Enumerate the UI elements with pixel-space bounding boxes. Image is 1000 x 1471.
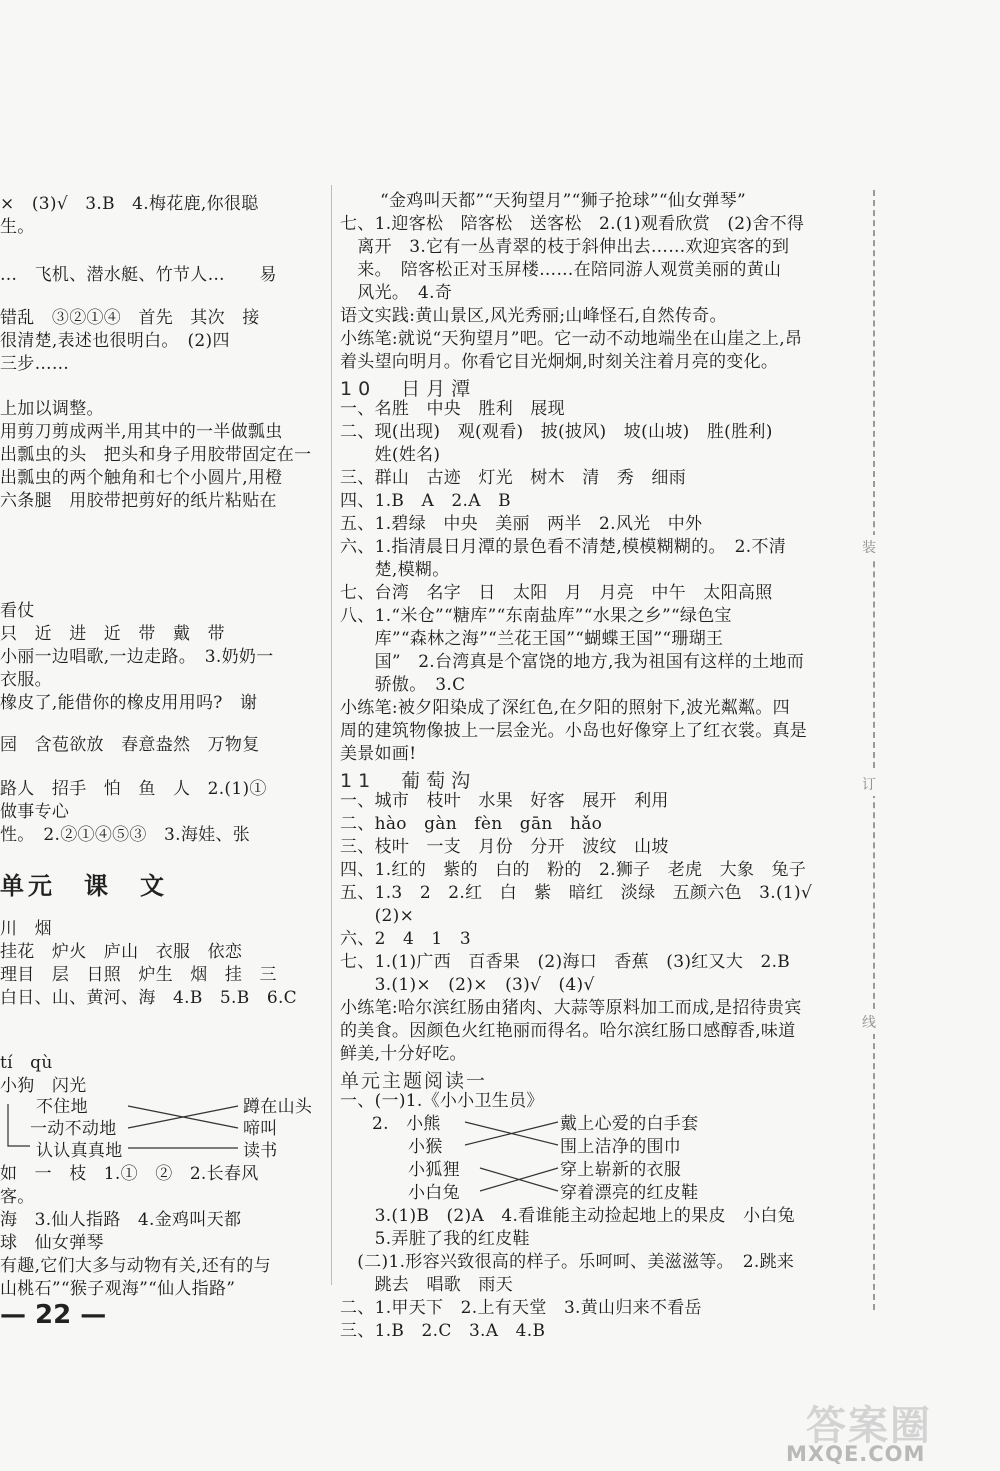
match-right-item: 啼叫 [243, 1119, 278, 1139]
text-line: 离开 3.它有一丛青翠的枝于斜伸出去……欢迎宾客的到 [340, 237, 790, 257]
text-line: 库”“森林之海”“兰花王国”“蝴蝶王国”“珊瑚王 [340, 629, 724, 649]
text-line: 周的建筑物像披上一层金光。小岛也好像穿上了红衣裳。真是 [340, 721, 808, 741]
text-line: 小丽一边唱歌,一边走路。 3.奶奶一 [0, 647, 274, 667]
text-line: 理目 层 日照 炉生 烟 挂 三 [0, 965, 277, 985]
text-line: 六条腿 用胶带把剪好的纸片粘贴在 [0, 491, 277, 511]
match-right-item: 穿上崭新的衣服 [560, 1160, 682, 1180]
text-line: 一、城市 枝叶 水果 好客 展开 利用 [340, 791, 669, 811]
text-line: 语文实践:黄山景区,风光秀丽;山峰怪石,自然传奇。 [340, 306, 727, 326]
text-line: 美景如画! [340, 744, 417, 764]
text-line: 上加以调整。 [0, 399, 104, 419]
match-left-item: 小白兔 [408, 1183, 460, 1203]
text-line: 有趣,它们大多与动物有关,还有的与 [0, 1256, 271, 1276]
binding-label: 线 [862, 1010, 876, 1034]
text-line: 一、(一)1.《小小卫生员》 [340, 1091, 544, 1111]
text-line: 七、1.(1)广西 百香果 (2)海口 香蕉 (3)红又大 2.B [340, 952, 791, 972]
text-line: 海 3.仙人指路 4.金鸡叫天都 [0, 1210, 242, 1230]
text-line: 楚,模糊。 [340, 560, 450, 580]
text-line: 来。 陪客松正对玉屏楼……在陪同游人观赏美丽的黄山 [340, 260, 782, 280]
text-line: 很清楚,表述也很明白。 (2)四 [0, 331, 230, 351]
text-line: 跳去 唱歌 雨天 [340, 1275, 513, 1295]
unit-heading: 单元 课 文 [0, 871, 168, 900]
text-line: 只 近 进 近 带 戴 带 [0, 624, 225, 644]
text-line: 着头望向明月。你看它目光炯炯,时刻关注着月亮的变化。 [340, 352, 779, 372]
text-line: 三、1.B 2.C 3.A 4.B [340, 1321, 546, 1341]
text-line: 五、1.3 2 2.红 白 紫 暗红 淡绿 五颜六色 3.(1)√ [340, 883, 813, 903]
watermark-text: MXQE.COM [786, 1442, 926, 1466]
bracket-line [8, 1104, 30, 1146]
text-line: 四、1.B A 2.A B [340, 491, 511, 511]
text-line: 三步…… [0, 354, 70, 374]
text-line: tí qù [0, 1053, 53, 1073]
text-line: 橡皮了,能借你的橡皮用用吗? 谢 [0, 693, 258, 713]
lesson-title: 10 日月潭 [340, 378, 477, 400]
match-right-item: 围上洁净的围巾 [560, 1137, 682, 1157]
text-line: 风光。 4.奇 [340, 283, 453, 303]
match-lines-right [340, 1108, 870, 1208]
page-number: — 22 — [0, 1300, 107, 1330]
text-line: 3.(1)B (2)A 4.看谁能主动捡起地上的果皮 小白兔 [340, 1206, 795, 1226]
text-line: 球 仙女弹琴 [0, 1233, 104, 1253]
text-line: 国” 2.台湾真是个富饶的地方,我为祖国有这样的土地而 [340, 652, 805, 672]
text-line: (2)× [340, 906, 415, 926]
text-line: 挂花 炉火 庐山 衣服 依恋 [0, 942, 243, 962]
text-line: 路人 招手 怕 鱼 人 2.(1)① [0, 779, 267, 799]
text-line: 客。 [0, 1187, 35, 1207]
match-lines-left [0, 1090, 335, 1170]
binding-cut-line [873, 190, 875, 1310]
text-line: 做事专心 [0, 802, 70, 822]
binding-label: 订 [862, 772, 876, 796]
text-line: (二)1.形容兴致很高的样子。乐呵呵、美滋滋等。 2.跳来 [340, 1252, 795, 1272]
text-line: 二、现(出现) 观(观看) 披(披风) 坡(山坡) 胜(胜利) [340, 422, 773, 442]
text-line: 七、台湾 名字 日 太阳 月 月亮 中午 太阳高照 [340, 583, 773, 603]
text-line: 用剪刀剪成两半,用其中的一半做瓢虫 [0, 422, 283, 442]
text-line: 骄傲。 3.C [340, 675, 466, 695]
text-line: 八、1.“米仓”“糖库”“东南盐库”“水果之乡”“绿色宝 [340, 606, 732, 626]
text-line: 性。 2.②①④⑤③ 3.海娃、张 [0, 825, 251, 845]
match-left-item: 一动不动地 [30, 1119, 117, 1139]
watermark-logo: 答案圈 [806, 1403, 932, 1449]
text-line: 三、枝叶 一支 月份 分开 波纹 山坡 [340, 837, 669, 857]
text-line: 白日、山、黄河、海 4.B 5.B 6.C [0, 988, 297, 1008]
lesson-title: 11 葡萄沟 [340, 770, 477, 792]
reading-section-title: 单元主题阅读一 [340, 1070, 488, 1092]
text-line: 二、1.甲天下 2.上有天堂 3.黄山归来不看岳 [340, 1298, 702, 1318]
match-left-item: 不住地 [36, 1097, 88, 1117]
text-line: 出瓢虫的头 把头和身子用胶带固定在一 [0, 445, 312, 465]
text-line: 七、1.迎客松 陪客松 送客松 2.(1)观看欣赏 (2)舍不得 [340, 214, 805, 234]
match-left-item: 认认真真地 [36, 1141, 123, 1161]
text-line: 3.(1)× (2)× (3)√ (4)√ [340, 975, 595, 995]
match-left-item: 小猴 [408, 1137, 443, 1157]
match-right-item: 蹲在山头 [243, 1097, 313, 1117]
text-line: 三、群山 古迹 灯光 树木 清 秀 细雨 [340, 468, 686, 488]
binding-label: 装 [862, 535, 876, 559]
text-line: 小练笔:就说“天狗望月”吧。它一动不动地端坐在山崖之上,昂 [340, 329, 803, 349]
column-divider [331, 185, 332, 1285]
text-line: 六、2 4 1 3 [340, 929, 471, 949]
text-line: 园 含苞欲放 春意盎然 万物复 [0, 735, 260, 755]
text-line: × (3)√ 3.B 4.梅花鹿,你很聪 [0, 194, 259, 214]
text-line: 四、1.红的 紫的 白的 粉的 2.狮子 老虎 大象 兔子 [340, 860, 807, 880]
match-left-item: 2. 小熊 [372, 1114, 441, 1134]
text-line: 看仗 [0, 601, 35, 621]
text-line: 衣服。 [0, 670, 52, 690]
text-line: 的美食。因颜色火红艳丽而得名。哈尔滨红肠口感醇香,味道 [340, 1021, 796, 1041]
text-line: 错乱 ③②①④ 首先 其次 接 [0, 308, 260, 328]
match-right-item: 穿着漂亮的红皮鞋 [560, 1183, 699, 1203]
text-line: … 飞机、潜水艇、竹节人… 易 [0, 265, 277, 285]
text-line: 小练笔:被夕阳染成了深红色,在夕阳的照射下,波光粼粼。四 [340, 698, 790, 718]
text-line: 川 烟 [0, 919, 52, 939]
text-line: 五、1.碧绿 中央 美丽 两半 2.风光 中外 [340, 514, 703, 534]
match-left-item: 小狐狸 [408, 1160, 460, 1180]
text-line: 二、hào gàn fèn gān hǎo [340, 814, 603, 834]
text-line: “金鸡叫天都”“天狗望月”“狮子抢球”“仙女弹琴” [380, 191, 747, 211]
text-line: 5.弄脏了我的红皮鞋 [340, 1229, 530, 1249]
text-line: 如 一 枝 1.① ② 2.长春风 [0, 1164, 259, 1184]
text-line: 鲜美,十分好吃。 [340, 1044, 467, 1064]
text-line: 一、名胜 中央 胜利 展现 [340, 399, 565, 419]
text-line: 小狗 闪光 [0, 1076, 87, 1096]
text-line: 出瓢虫的两个触角和七个小圆片,用橙 [0, 468, 283, 488]
text-line: 小练笔:哈尔滨红肠由猪肉、大蒜等原料加工而成,是招待贵宾 [340, 998, 802, 1018]
text-line: 姓(姓名) [340, 445, 441, 465]
match-right-item: 戴上心爱的白手套 [560, 1114, 699, 1134]
text-line: 六、1.指清晨日月潭的景色看不清楚,模模糊糊的。 2.不清 [340, 537, 787, 557]
text-line: 山桃石”“猴子观海”“仙人指路” [0, 1279, 236, 1299]
text-line: 生。 [0, 217, 35, 237]
match-right-item: 读书 [243, 1141, 278, 1161]
